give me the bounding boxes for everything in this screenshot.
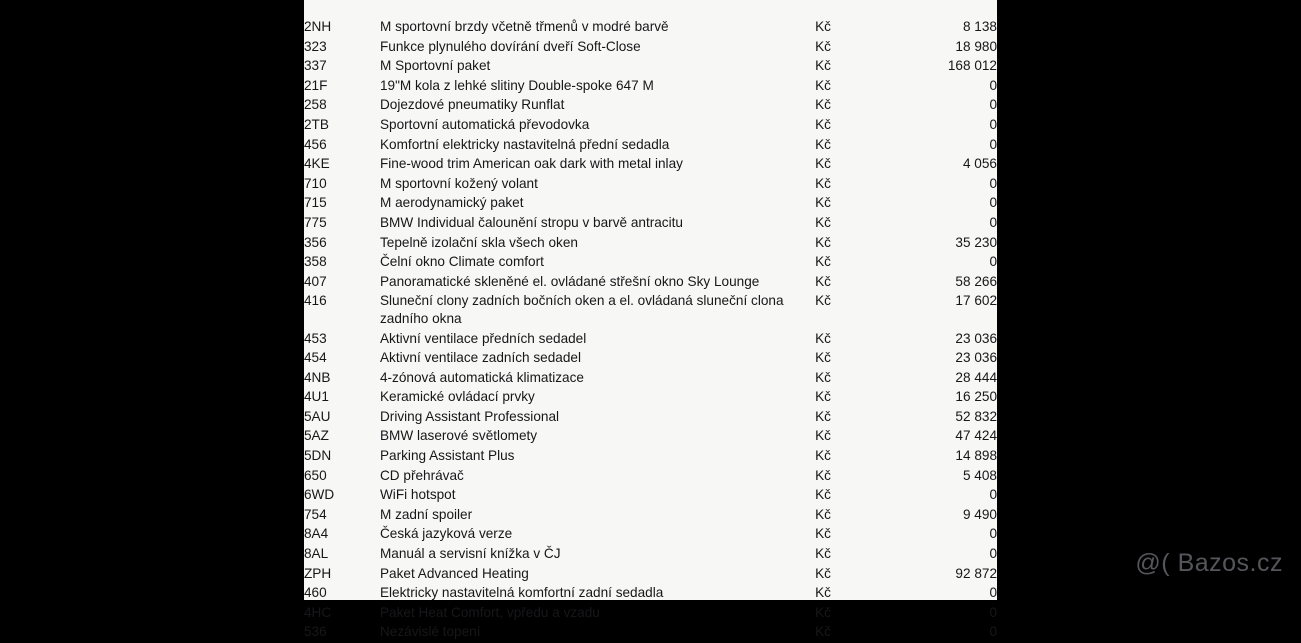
option-price: 28 444: [955, 369, 997, 385]
option-code: 775: [304, 214, 327, 230]
option-price: 17 602: [955, 293, 997, 309]
option-currency: Kč: [815, 156, 831, 172]
table-row: [304, 369, 997, 389]
option-currency: Kč: [815, 624, 831, 640]
option-code: 4U1: [304, 389, 329, 405]
option-price: 168 012: [947, 58, 997, 74]
table-row: [304, 388, 997, 408]
option-price: 0: [989, 214, 997, 230]
option-currency: Kč: [815, 467, 831, 483]
option-currency: Kč: [815, 487, 831, 503]
option-currency: Kč: [815, 428, 831, 444]
option-price: 0: [989, 487, 997, 503]
option-currency: Kč: [815, 389, 831, 405]
option-description: Česká jazyková verze: [379, 526, 513, 542]
option-currency: Kč: [815, 38, 831, 54]
option-currency: Kč: [815, 585, 831, 601]
option-description: Paket Advanced Heating: [379, 565, 529, 581]
option-description: Keramické ovládací prvky: [379, 389, 535, 405]
option-price: 23 036: [955, 330, 997, 346]
option-currency: Kč: [815, 565, 831, 581]
option-code: 715: [304, 195, 327, 211]
option-description: BMW Individual čalounění stropu v barvě antracitu: [379, 214, 683, 230]
option-price: 0: [989, 136, 997, 152]
option-price: 0: [989, 254, 997, 270]
equipment-options-table: [304, 18, 997, 643]
option-currency: Kč: [815, 58, 831, 74]
table-row: [304, 175, 997, 195]
table-row: [304, 584, 997, 604]
option-code: 456: [304, 136, 327, 152]
option-price: 8 138: [962, 19, 997, 34]
option-code: ZPH: [304, 565, 332, 581]
table-row: [304, 427, 997, 447]
option-currency: Kč: [815, 526, 831, 542]
option-price: 0: [989, 604, 997, 620]
option-price: 0: [989, 116, 997, 132]
option-price: 16 250: [955, 389, 997, 405]
table-row: [304, 57, 997, 77]
option-code: 407: [304, 273, 327, 289]
option-price: 47 424: [955, 428, 997, 444]
option-description: Sportovní automatická převodovka: [379, 116, 590, 132]
option-description: Dojezdové pneumatiky Runflat: [379, 97, 565, 113]
option-code: 5AU: [304, 408, 331, 424]
table-row: [304, 467, 997, 487]
table-row: [304, 253, 997, 273]
option-code: 323: [304, 38, 327, 54]
option-code: 258: [304, 97, 327, 113]
table-row: [304, 136, 997, 156]
option-code: 6WD: [304, 487, 335, 503]
option-code: 454: [304, 350, 327, 366]
option-currency: Kč: [815, 116, 831, 132]
option-code: 4HC: [304, 604, 332, 620]
option-description: CD přehrávač: [379, 467, 464, 483]
option-description: M sportovní brzdy včetně třmenů v modré barvě: [379, 19, 669, 34]
option-code: 460: [304, 585, 327, 601]
option-code: 2NH: [304, 19, 332, 34]
table-row: [304, 194, 997, 214]
option-code: 754: [304, 506, 327, 522]
watermark-bazos: @( Bazos.cz: [1135, 549, 1283, 577]
table-body: [304, 18, 997, 643]
option-price: 14 898: [955, 448, 997, 464]
option-code: 453: [304, 330, 327, 346]
table-row: [304, 38, 997, 58]
document-sheet: [304, 0, 997, 640]
option-code: 21F: [304, 77, 328, 93]
option-code: 2TB: [304, 116, 329, 132]
table-row: [304, 96, 997, 116]
table-row: [304, 565, 997, 585]
option-code: 416: [304, 293, 327, 309]
table-row: [304, 486, 997, 506]
option-code: 5AZ: [304, 428, 329, 444]
option-currency: Kč: [815, 350, 831, 366]
option-code: 8A4: [304, 526, 329, 542]
option-description: Elektricky nastavitelná komfortní zadní sedadla: [379, 585, 664, 601]
option-description: Driving Assistant Professional: [379, 408, 560, 424]
table-row: [304, 18, 997, 38]
option-price: 23 036: [955, 350, 997, 366]
table-row: [304, 506, 997, 526]
option-currency: Kč: [815, 136, 831, 152]
option-currency: Kč: [815, 273, 831, 289]
table-row: [304, 525, 997, 545]
option-description: M aerodynamický paket: [379, 195, 524, 211]
option-code: 337: [304, 58, 327, 74]
table-row: [304, 349, 997, 369]
option-code: 4NB: [304, 369, 331, 385]
option-description: Fine-wood trim American oak dark with metal inlay: [379, 156, 683, 172]
option-code: 650: [304, 467, 327, 483]
table-row: [304, 604, 997, 624]
option-price: 0: [989, 624, 997, 640]
option-currency: Kč: [815, 293, 831, 309]
option-description: Čelní okno Climate comfort: [379, 254, 544, 270]
option-code: 710: [304, 175, 327, 191]
option-description: M zadní spoiler: [379, 506, 473, 522]
option-description: Panoramatické skleněné el. ovládané střešní okno Sky Lounge: [379, 273, 760, 289]
option-code: 536: [304, 624, 327, 640]
option-description: 4-zónová automatická klimatizace: [379, 369, 584, 385]
option-description: Funkce plynulého dovírání dveří Soft-Close: [379, 38, 641, 54]
option-price: 92 872: [955, 565, 997, 581]
option-code: 358: [304, 254, 327, 270]
table-row: [304, 77, 997, 97]
table-row: [304, 330, 997, 350]
option-description: M sportovní kožený volant: [379, 175, 538, 191]
option-code: 4KE: [304, 156, 330, 172]
option-currency: Kč: [815, 97, 831, 113]
option-description: Parking Assistant Plus: [379, 448, 515, 464]
option-description: Manuál a servisní knížka v ČJ: [379, 546, 561, 562]
table-row: [304, 545, 997, 565]
option-code: 5DN: [304, 448, 332, 464]
option-currency: Kč: [815, 234, 831, 250]
option-currency: Kč: [815, 369, 831, 385]
option-price: 0: [989, 195, 997, 211]
option-price: 0: [989, 526, 997, 542]
option-description: Tepelně izolační skla všech oken: [379, 234, 578, 250]
option-currency: Kč: [815, 408, 831, 424]
option-description: Aktivní ventilace předních sedadel: [379, 330, 587, 346]
option-currency: Kč: [815, 77, 831, 93]
option-description: M Sportovní paket: [379, 58, 491, 74]
option-currency: Kč: [815, 604, 831, 620]
option-price: 5 408: [962, 467, 997, 483]
option-description: Komfortní elektricky nastavitelná přední sedadla: [379, 136, 670, 152]
option-currency: Kč: [815, 175, 831, 191]
option-description: Paket Heat Comfort, vpředu a vzadu: [379, 604, 600, 620]
option-currency: Kč: [815, 448, 831, 464]
table-row: [304, 234, 997, 254]
option-price: 4 056: [962, 156, 997, 172]
option-price: 18 980: [955, 38, 997, 54]
option-currency: Kč: [815, 195, 831, 211]
option-currency: Kč: [815, 330, 831, 346]
option-currency: Kč: [815, 254, 831, 270]
option-price: 0: [989, 546, 997, 562]
option-price: 9 490: [962, 506, 997, 522]
option-price: 58 266: [955, 273, 997, 289]
table-row: [304, 116, 997, 136]
option-description: WiFi hotspot: [379, 487, 456, 503]
option-description: Sluneční clony zadních bočních oken a el. ovládaná sluneční clona zadního okna: [379, 293, 784, 326]
option-currency: Kč: [815, 214, 831, 230]
option-description: Nezávislé topení: [379, 624, 481, 640]
table-row: [304, 408, 997, 428]
option-currency: Kč: [815, 19, 831, 34]
option-description: BMW laserové světlomety: [379, 428, 538, 444]
option-currency: Kč: [815, 546, 831, 562]
table-row: [304, 273, 997, 293]
table-row: [304, 155, 997, 175]
option-description: Aktivní ventilace zadních sedadel: [379, 350, 581, 366]
option-code: 8AL: [304, 546, 329, 562]
option-price: 35 230: [955, 234, 997, 250]
option-price: 52 832: [955, 408, 997, 424]
option-price: 0: [989, 585, 997, 601]
option-price: 0: [989, 175, 997, 191]
option-currency: Kč: [815, 506, 831, 522]
option-description: 19"M kola z lehké slitiny Double-spoke 647 M: [379, 77, 654, 93]
table-row: [304, 447, 997, 467]
table-row: [304, 623, 997, 643]
table-row: [304, 214, 997, 234]
table-row: [304, 292, 997, 329]
option-price: 0: [989, 77, 997, 93]
option-code: 356: [304, 234, 327, 250]
option-price: 0: [989, 97, 997, 113]
